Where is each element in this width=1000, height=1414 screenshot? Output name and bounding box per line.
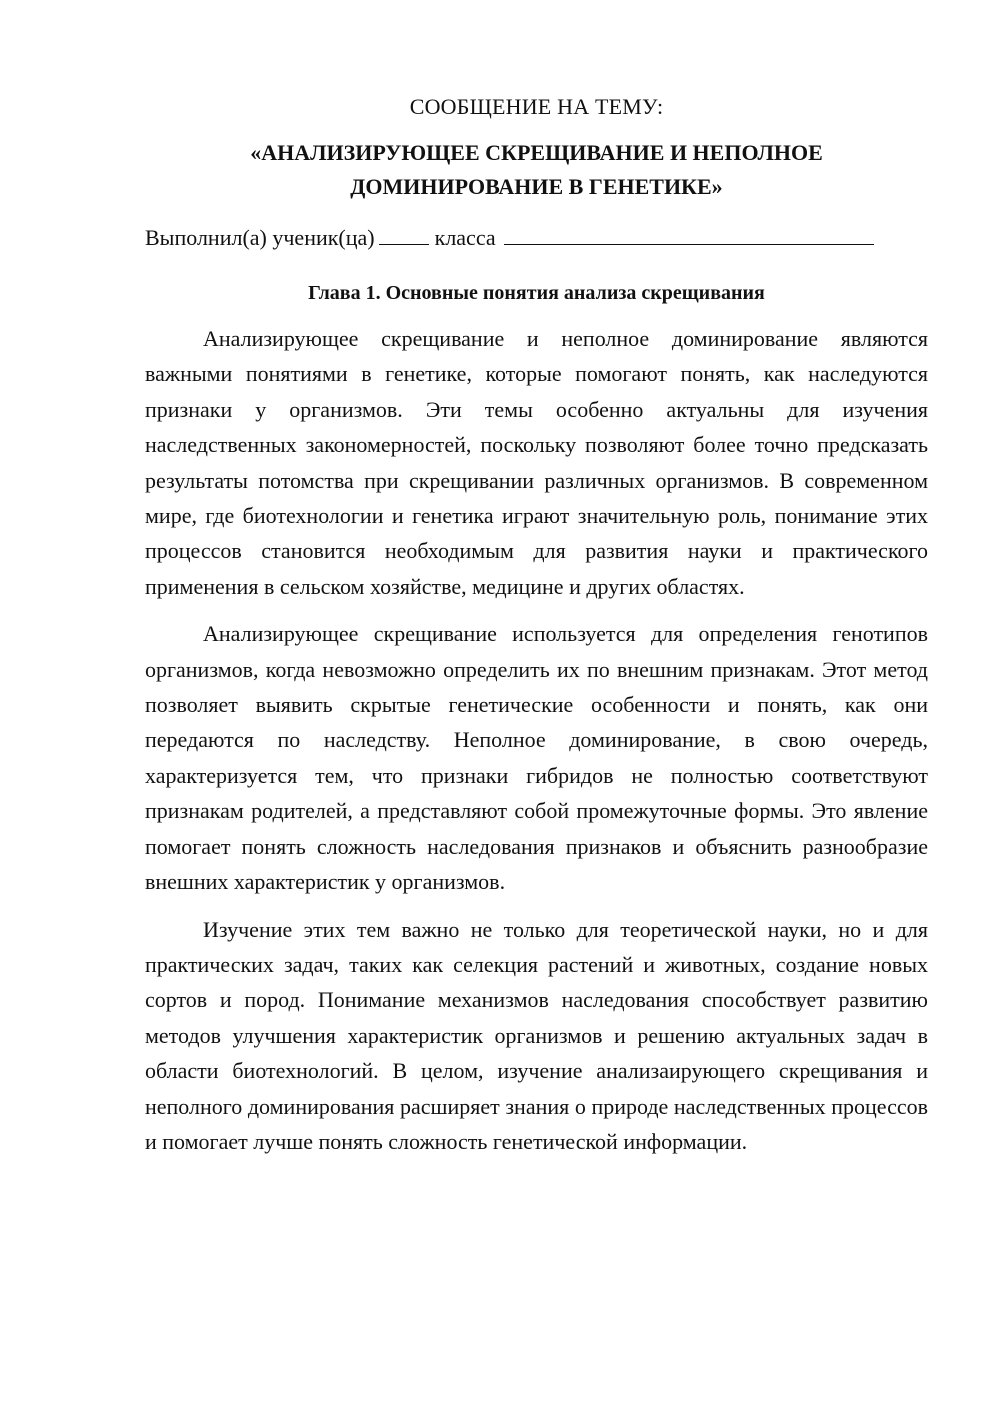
class-label: класса <box>434 225 496 250</box>
student-name-blank <box>504 222 874 245</box>
document-page <box>145 92 928 1171</box>
chapter-title: Глава 1. Основные понятия анализа скрещивания <box>308 282 765 304</box>
paragraph-2: Анализирующее скрещивание используется для определения генотипов организмов, когда невозможно определить их по внешним признакам. Этот метод позволяет выявить скрытые генетические особенности и понять, как они передаются по наследству. Неполное доминирование, в свою очередь, характеризуется тем, что признаки гибридов не полностью соответствуют признакам родителей, а представляют собой промежуточные формы. Это явление помогает понять сложность наследования признаков и объяснить разнообразие внешних характеристик у организмов. <box>145 621 928 895</box>
title-line-1: «АНАЛИЗИРУЮЩЕЕ СКРЕЩИВАНИЕ И НЕПОЛНОЕ <box>250 140 823 165</box>
document-title <box>145 136 928 204</box>
title-line-2: ДОМИНИРОВАНИЕ В ГЕНЕТИКЕ» <box>350 174 723 199</box>
paragraph-1: Анализирующее скрещивание и неполное доминирование являются важными понятиями в генетике, которые помогают понять, как наследуются признаки у организмов. Эти темы особенно актуальны для изучения наследственных закономерностей, поскольку позволяют более точно предсказать результаты потомства при скрещивании различных организмов. В современном мире, где биотехнологии и генетика играют значительную роль, понимание этих процессов становится необходимым для развития науки и практического применения в сельском хозяйстве, медицине и других областях. <box>145 326 928 599</box>
paragraph-3: Изучение этих тем важно не только для теоретической науки, но и для практических задач, таких как селекция растений и животных, создание новых сортов и пород. Понимание механизмов наследования способствует развитию методов улучшения характеристик организмов и решению актуальных задач в области биотехнологий. В целом, изучение анализаирующего скрещивания и неполного доминирования расширяет знания о природе наследственных процессов и помогает лучше понять сложность генетической информации. <box>145 916 928 1154</box>
document-heading: СООБЩЕНИЕ НА ТЕМУ: <box>409 94 664 119</box>
class-number-blank <box>379 222 429 245</box>
author-prefix: Выполнил(а) ученик(ца) <box>145 225 375 250</box>
author-line <box>145 222 928 253</box>
